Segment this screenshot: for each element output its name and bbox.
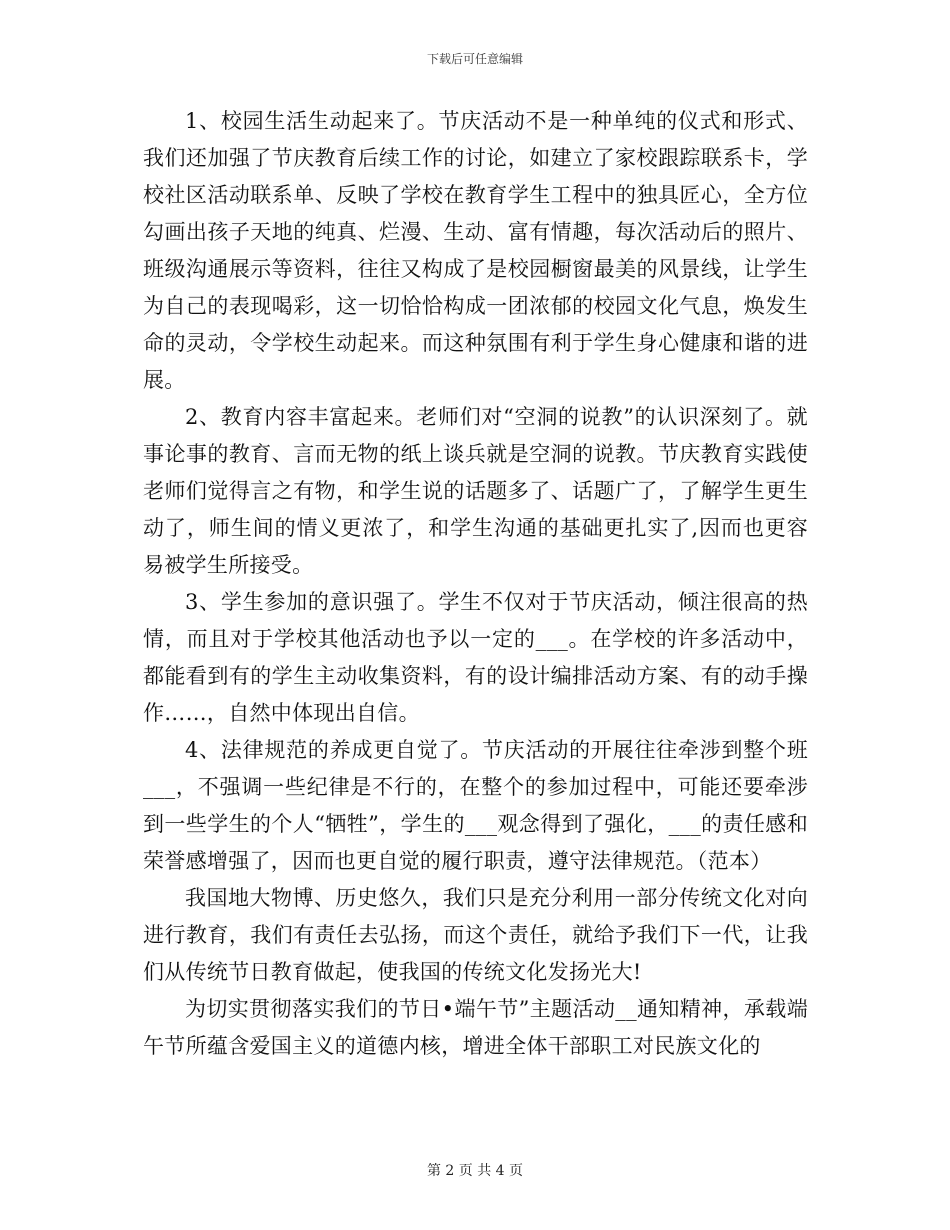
paragraph-4: 4、法律规范的养成更自觉了。节庆活动的开展往往牵涉到整个班___，不强调一些纪律是不行的，在整个的参加过程中，可能还要牵涉到一些学生的个人“牺牲”，学生的___观念得到了强化，___的责任感和荣誉感增强了，因而也更自觉的履行职责，遵守法律规范。（范本） bbox=[143, 738, 808, 873]
paragraph-1: 1、校园生活生动起来了。节庆活动不是一种单纯的仪式和形式、我们还加强了节庆教育后续工作的讨论，如建立了家校跟踪联系卡，学校社区活动联系单、反映了学校在教育学生工程中的独具匠心，全方位勾画出孩子天地的纯真、烂漫、生动、富有情趣，每次活动后的照片、班级沟通展示等资料，往往又构成了是校园橱窗最美的风景线，让学生为自己的表现喝彩，这一切恰恰构成一团浓郁的校园文化气息，焕发生命的灵动，令学校生动起来。而这种氛围有利于学生身心健康和谐的进展。 bbox=[143, 109, 808, 392]
paragraph-2: 2、教育内容丰富起来。老师们对“空洞的说教”的认识深刻了。就事论事的教育、言而无物的纸上谈兵就是空洞的说教。节庆教育实践使老师们觉得言之有物，和学生说的话题多了、话题广了，了解学生更生动了，师生间的情义更浓了，和学生沟通的基础更扎实了,因而也更容易被学生所接受。 bbox=[143, 405, 808, 577]
paragraph-3: 3、学生参加的意识强了。学生不仅对于节庆活动，倾注很高的热情，而且对于学校其他活动也予以一定的___。在学校的许多活动中，都能看到有的学生主动收集资料，有的设计编排活动方案、有的动手操作……，自然中体现出自信。 bbox=[143, 590, 808, 725]
paragraph-6: 为切实贯彻落实我们的节日•端午节”主题活动__通知精神，承载端午节所蕴含爱国主义的道德内核，增进全体干部职工对民族文化的 bbox=[143, 997, 808, 1058]
page-footer-number: 第 2 页 共 4 页 bbox=[426, 1163, 524, 1179]
document-body bbox=[143, 103, 808, 1065]
page-header-note: 下载后可任意编辑 bbox=[426, 52, 523, 66]
paragraph-5: 我国地大物博、历史悠久，我们只是充分利用一部分传统文化对向进行教育，我们有责任去弘扬，而这个责任，就给予我们下一代，让我们从传统节日教育做起，使我国的传统文化发扬光大! bbox=[143, 886, 808, 984]
